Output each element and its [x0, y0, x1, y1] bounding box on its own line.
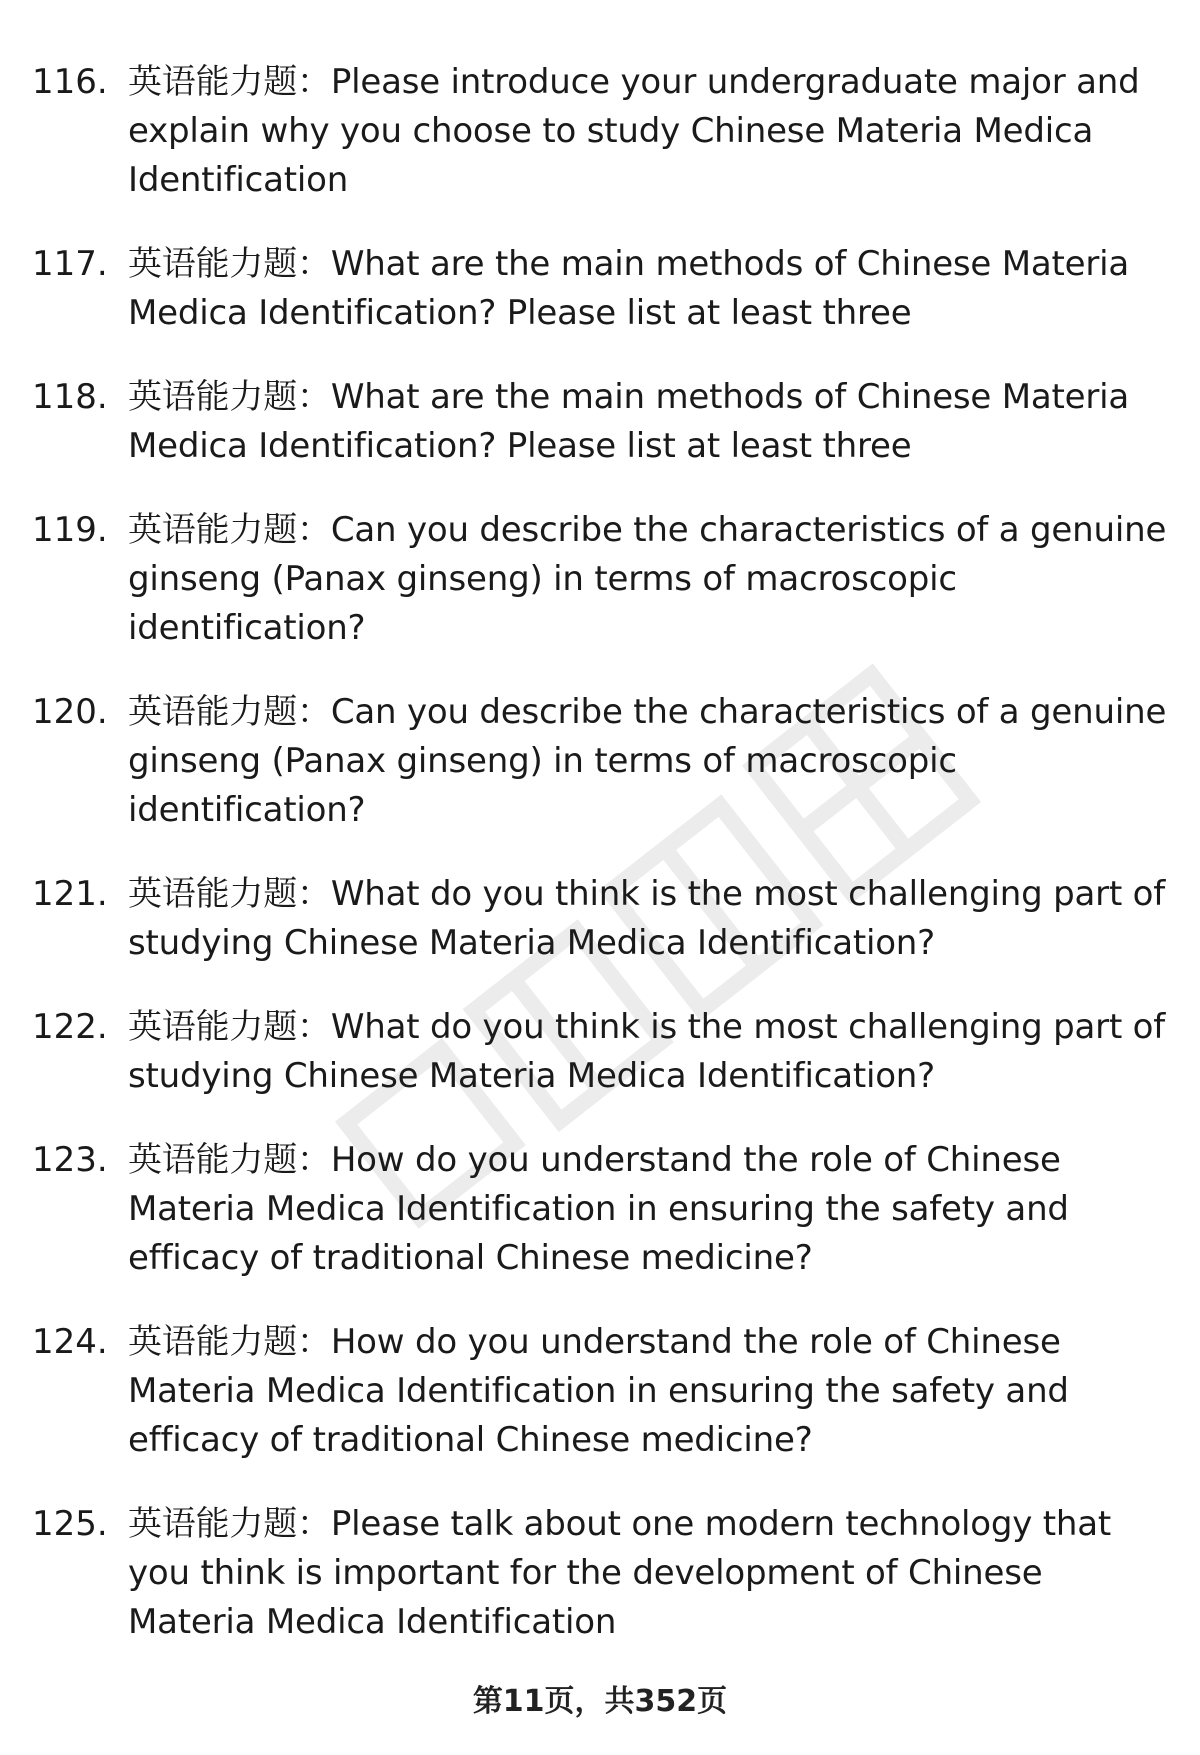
question-item [32, 1318, 1172, 1465]
question-item [32, 688, 1172, 835]
question-text: What do you think is the most challenging part of studying Chinese Materia Medica Identification? [128, 1007, 1166, 1096]
question-number: 117. [32, 244, 108, 284]
question-body [128, 1003, 1172, 1101]
question-text: How do you understand the role of Chinese Materia Medica Identification in ensuring the safety and efficacy of traditional Chinese medicine? [128, 1140, 1069, 1278]
question-number: 118. [32, 377, 108, 417]
question-item [32, 1136, 1172, 1283]
question-body [128, 1318, 1172, 1465]
question-prefix: 英语能力题： [128, 1140, 331, 1180]
question-text: What are the main methods of Chinese Materia Medica Identification? Please list at least three [128, 244, 1130, 333]
question-prefix: 英语能力题： [128, 1322, 331, 1362]
question-body [128, 506, 1172, 653]
question-prefix: 英语能力题： [128, 377, 331, 417]
question-text: Please introduce your undergraduate major and explain why you choose to study Chinese Materia Medica Identification [128, 62, 1140, 200]
question-prefix: 英语能力题： [128, 244, 331, 284]
question-item [32, 870, 1172, 968]
question-body [128, 870, 1172, 968]
question-number: 121. [32, 874, 108, 914]
question-number: 124. [32, 1322, 108, 1362]
question-body [128, 58, 1172, 205]
question-number: 123. [32, 1140, 108, 1180]
question-text: Please talk about one modern technology that you think is important for the development of Chinese Materia Medica Identification [128, 1504, 1112, 1642]
question-number: 119. [32, 510, 108, 550]
question-prefix: 英语能力题： [128, 1504, 331, 1544]
question-prefix: 英语能力题： [128, 692, 331, 732]
question-text: Can you describe the characteristics of a genuine ginseng (Panax ginseng) in terms of macroscopic identification? [128, 692, 1167, 830]
question-body [128, 1500, 1172, 1647]
question-item [32, 1003, 1172, 1101]
question-list [32, 58, 1172, 1682]
question-prefix: 英语能力题： [128, 1007, 331, 1047]
question-number: 116. [32, 62, 108, 102]
question-text: What do you think is the most challenging part of studying Chinese Materia Medica Identification? [128, 874, 1166, 963]
question-prefix: 英语能力题： [128, 510, 331, 550]
question-number: 120. [32, 692, 108, 732]
question-number: 125. [32, 1504, 108, 1544]
question-item [32, 506, 1172, 653]
question-prefix: 英语能力题： [128, 874, 331, 914]
question-item [32, 373, 1172, 471]
question-body [128, 373, 1172, 471]
question-item [32, 240, 1172, 338]
question-item [32, 58, 1172, 205]
question-text: How do you understand the role of Chinese Materia Medica Identification in ensuring the safety and efficacy of traditional Chinese medicine? [128, 1322, 1069, 1460]
question-body [128, 688, 1172, 835]
question-body [128, 1136, 1172, 1283]
question-prefix: 英语能力题： [128, 62, 331, 102]
question-text: What are the main methods of Chinese Materia Medica Identification? Please list at least three [128, 377, 1130, 466]
question-item [32, 1500, 1172, 1647]
question-number: 122. [32, 1007, 108, 1047]
question-text: Can you describe the characteristics of a genuine ginseng (Panax ginseng) in terms of macroscopic identification? [128, 510, 1167, 648]
question-body [128, 240, 1172, 338]
page-number-footer: 第11页，共352页 [472, 1684, 728, 1719]
